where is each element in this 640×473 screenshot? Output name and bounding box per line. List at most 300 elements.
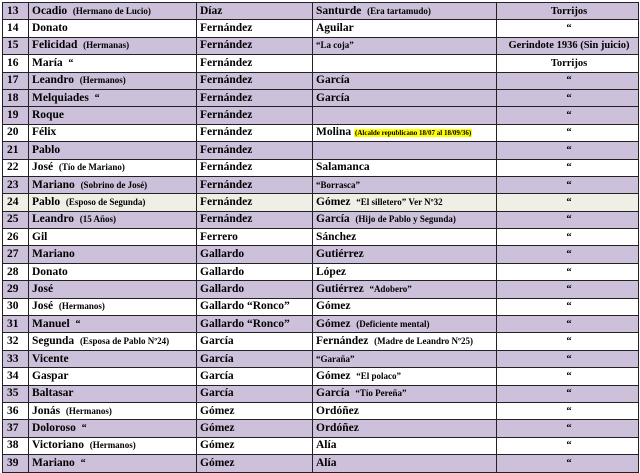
- second-surname: Gómez: [316, 317, 351, 330]
- row-number: 22: [7, 161, 19, 174]
- surname-note: (Madre de Leandro Nº25): [374, 336, 474, 347]
- town: “: [566, 336, 572, 348]
- row-number-cell: [3, 3, 29, 20]
- given-name: Jonás: [32, 404, 61, 417]
- first-surname: Gallardo “Ronco”: [200, 317, 290, 330]
- first-surname-cell: [197, 89, 313, 106]
- second-surname-cell: [313, 124, 497, 141]
- row-number-cell: [3, 368, 29, 385]
- town-cell: [497, 176, 639, 193]
- second-surname-cell: [313, 263, 497, 280]
- row-number-cell: [3, 385, 29, 402]
- row-number-cell: [3, 89, 29, 106]
- row-number: 25: [7, 213, 19, 226]
- first-surname-cell: [197, 159, 313, 176]
- row-number: 23: [7, 178, 19, 191]
- name-cell: [29, 176, 197, 193]
- table-row: [3, 176, 639, 193]
- first-surname-cell: [197, 298, 313, 315]
- row-number-cell: [3, 176, 29, 193]
- name-note: (Esposo de Segunda): [65, 196, 146, 207]
- town-cell: [497, 368, 639, 385]
- first-surname-cell: [197, 246, 313, 263]
- table-row: [3, 55, 639, 72]
- name-cell: [29, 89, 197, 106]
- first-surname-cell: [197, 3, 313, 20]
- town: “: [566, 92, 572, 104]
- first-surname-cell: [197, 124, 313, 141]
- name-cell: [29, 316, 197, 333]
- row-number: 15: [7, 39, 19, 52]
- town: “: [566, 196, 572, 208]
- first-surname: García: [200, 369, 234, 382]
- given-name: Ocadio: [32, 4, 68, 17]
- second-surname: Ordóñez: [316, 422, 359, 435]
- name-cell: [29, 385, 197, 402]
- town-cell: [497, 72, 639, 89]
- table-row: [3, 316, 639, 333]
- town: “: [566, 283, 572, 295]
- second-surname-cell: [313, 316, 497, 333]
- name-note: (Esposa de Pablo Nº24): [79, 336, 170, 347]
- first-surname-cell: [197, 211, 313, 228]
- second-surname-cell: [313, 333, 497, 350]
- town: “: [566, 266, 572, 278]
- name-note: (15 Años): [79, 214, 116, 225]
- first-surname: Fernández: [200, 178, 253, 191]
- surname-note: (Era tartamudo): [367, 5, 431, 16]
- first-surname-cell: [197, 194, 313, 211]
- row-number: 31: [7, 317, 19, 330]
- first-surname-cell: [197, 385, 313, 402]
- town-cell: [497, 281, 639, 298]
- table-row: [3, 37, 639, 54]
- second-surname-cell: [313, 211, 497, 228]
- row-number: 39: [7, 456, 19, 469]
- name-note: “: [80, 457, 86, 469]
- town-cell: [497, 107, 639, 124]
- second-surname-cell: [313, 402, 497, 419]
- row-number: 19: [7, 109, 19, 122]
- town: “: [566, 249, 572, 261]
- highlighted-annotation: (Alcalde republicano 18/07 al 18/09/36): [355, 128, 472, 137]
- row-number-cell: [3, 72, 29, 89]
- name-cell: [29, 437, 197, 454]
- first-surname: Fernández: [200, 74, 253, 87]
- town-cell: [497, 298, 639, 315]
- row-number-cell: [3, 455, 29, 472]
- row-number-cell: [3, 333, 29, 350]
- first-surname: Fernández: [200, 22, 253, 35]
- given-name: Doloroso: [32, 422, 76, 435]
- town-cell: [497, 37, 639, 54]
- table-row: [3, 368, 639, 385]
- given-name: Donato: [32, 265, 68, 278]
- first-surname-cell: [197, 316, 313, 333]
- row-number-cell: [3, 159, 29, 176]
- second-surname: Santurde: [316, 4, 362, 17]
- town-cell: [497, 229, 639, 246]
- table-row: [3, 124, 639, 141]
- name-cell: [29, 333, 197, 350]
- name-note: (Hermanos): [65, 405, 112, 416]
- row-number-cell: [3, 37, 29, 54]
- table-row: [3, 298, 639, 315]
- second-surname-cell: [313, 176, 497, 193]
- name-note: (Hermanos): [79, 75, 126, 86]
- second-surname-cell: [313, 298, 497, 315]
- table-row: [3, 72, 639, 89]
- name-note: (Hermano de Lucio): [72, 5, 151, 16]
- second-surname-cell: [313, 246, 497, 263]
- first-surname-cell: [197, 142, 313, 159]
- second-surname-cell: [313, 194, 497, 211]
- town: “: [566, 318, 572, 330]
- town: “: [566, 231, 572, 243]
- town: “: [566, 75, 572, 87]
- row-number: 37: [7, 422, 19, 435]
- surname-note: “El silletero” Ver Nº32: [356, 196, 443, 207]
- row-number: 14: [7, 22, 19, 35]
- given-name: Gaspar: [32, 369, 69, 382]
- row-number: 29: [7, 282, 19, 295]
- name-note: “: [75, 318, 81, 330]
- name-cell: [29, 72, 197, 89]
- town-cell: [497, 246, 639, 263]
- table-row: [3, 246, 639, 263]
- name-note: “: [81, 423, 87, 435]
- town: Gerindote 1936 (Sin juicio): [508, 40, 630, 52]
- town-cell: [497, 3, 639, 20]
- name-note: (Sobrino de José): [80, 179, 148, 190]
- first-surname-cell: [197, 229, 313, 246]
- name-cell: [29, 37, 197, 54]
- first-surname-cell: [197, 420, 313, 437]
- name-cell: [29, 402, 197, 419]
- row-number-cell: [3, 350, 29, 367]
- town: “: [566, 144, 572, 156]
- name-cell: [29, 263, 197, 280]
- first-surname-cell: [197, 455, 313, 472]
- given-name: Mariano: [32, 178, 75, 191]
- town: “: [566, 388, 572, 400]
- second-surname-cell: [313, 20, 497, 37]
- name-cell: [29, 159, 197, 176]
- name-cell: [29, 246, 197, 263]
- row-number: 32: [7, 335, 19, 348]
- town-cell: [497, 89, 639, 106]
- given-name: Vicente: [32, 352, 69, 365]
- surname-note: “La coja”: [316, 40, 354, 51]
- first-surname: García: [200, 335, 234, 348]
- town-cell: [497, 55, 639, 72]
- first-surname: García: [200, 387, 234, 400]
- table-row: [3, 194, 639, 211]
- first-surname: Fernández: [200, 91, 253, 104]
- row-number-cell: [3, 142, 29, 159]
- first-surname-cell: [197, 20, 313, 37]
- row-number: 13: [7, 4, 19, 17]
- town-cell: [497, 316, 639, 333]
- given-name: Manuel: [32, 317, 70, 330]
- row-number: 33: [7, 352, 19, 365]
- second-surname: Alía: [316, 456, 337, 469]
- row-number: 38: [7, 439, 19, 452]
- first-surname: Fernández: [200, 161, 253, 174]
- first-surname: Gallardo: [200, 265, 245, 278]
- first-surname-cell: [197, 176, 313, 193]
- name-cell: [29, 20, 197, 37]
- first-surname-cell: [197, 350, 313, 367]
- table-row: [3, 333, 639, 350]
- second-surname: Molina: [316, 125, 352, 138]
- row-number: 27: [7, 248, 19, 261]
- row-number-cell: [3, 437, 29, 454]
- table-row: [3, 420, 639, 437]
- row-number: 18: [7, 91, 19, 104]
- table-row: [3, 229, 639, 246]
- row-number: 28: [7, 265, 19, 278]
- row-number-cell: [3, 194, 29, 211]
- first-surname: Fernández: [200, 126, 253, 139]
- second-surname: Aguilar: [316, 22, 354, 35]
- first-surname-cell: [197, 437, 313, 454]
- second-surname: Gómez: [316, 195, 351, 208]
- first-surname-cell: [197, 107, 313, 124]
- row-number-cell: [3, 124, 29, 141]
- row-number-cell: [3, 298, 29, 315]
- table-row: [3, 3, 639, 20]
- row-number: 20: [7, 126, 19, 139]
- second-surname-cell: [313, 281, 497, 298]
- first-surname: Gómez: [200, 422, 235, 435]
- table-row: [3, 263, 639, 280]
- row-number: 17: [7, 74, 19, 87]
- surname-note: “Adobero”: [369, 283, 412, 294]
- given-name: Mariano: [32, 456, 75, 469]
- row-number-cell: [3, 229, 29, 246]
- given-name: Leandro: [32, 213, 74, 226]
- town-cell: [497, 437, 639, 454]
- town: “: [566, 301, 572, 313]
- first-surname: Gómez: [200, 456, 235, 469]
- row-number-cell: [3, 246, 29, 263]
- first-surname: Gallardo “Ronco”: [200, 300, 290, 313]
- town-cell: [497, 124, 639, 141]
- table-row: [3, 385, 639, 402]
- second-surname-cell: [313, 37, 497, 54]
- town-cell: [497, 385, 639, 402]
- second-surname: García: [316, 74, 350, 87]
- second-surname: Gómez: [316, 369, 351, 382]
- first-surname: Fernández: [200, 39, 253, 52]
- given-name: Pablo: [32, 195, 61, 208]
- first-surname-cell: [197, 281, 313, 298]
- first-surname-cell: [197, 368, 313, 385]
- given-name: Baltasar: [32, 387, 74, 400]
- first-surname: Díaz: [200, 4, 223, 17]
- given-name: Gil: [32, 230, 48, 243]
- first-surname: Fernández: [200, 195, 253, 208]
- town-cell: [497, 211, 639, 228]
- name-cell: [29, 368, 197, 385]
- name-cell: [29, 420, 197, 437]
- victims-table: [2, 2, 639, 473]
- table-row: [3, 159, 639, 176]
- second-surname-cell: [313, 385, 497, 402]
- town: “: [566, 353, 572, 365]
- name-note: (Tío de Mariano): [58, 162, 125, 173]
- second-surname-cell: [313, 107, 497, 124]
- name-cell: [29, 298, 197, 315]
- first-surname: Gallardo: [200, 248, 245, 261]
- name-cell: [29, 350, 197, 367]
- town-cell: [497, 142, 639, 159]
- town: “: [566, 162, 572, 174]
- town-cell: [497, 263, 639, 280]
- given-name: María: [32, 56, 63, 69]
- row-number-cell: [3, 402, 29, 419]
- town: “: [566, 214, 572, 226]
- second-surname-cell: [313, 420, 497, 437]
- name-cell: [29, 107, 197, 124]
- name-cell: [29, 281, 197, 298]
- row-number: 26: [7, 230, 19, 243]
- town: “: [566, 179, 572, 191]
- name-cell: [29, 194, 197, 211]
- table-row: [3, 107, 639, 124]
- first-surname-cell: [197, 37, 313, 54]
- surname-note: “Garaña”: [316, 353, 355, 364]
- given-name: Melquiades: [32, 91, 89, 104]
- first-surname: García: [200, 352, 234, 365]
- table-row: [3, 142, 639, 159]
- second-surname-cell: [313, 350, 497, 367]
- row-number: 21: [7, 143, 19, 156]
- second-surname-cell: [313, 142, 497, 159]
- town-cell: [497, 402, 639, 419]
- given-name: Victoriano: [32, 439, 84, 452]
- town-cell: [497, 333, 639, 350]
- second-surname: Fernández: [316, 335, 369, 348]
- name-cell: [29, 55, 197, 72]
- second-surname-cell: [313, 3, 497, 20]
- second-surname: Gutiérrez: [316, 282, 364, 295]
- first-surname-cell: [197, 55, 313, 72]
- first-surname-cell: [197, 333, 313, 350]
- row-number: 24: [7, 195, 19, 208]
- second-surname: Alía: [316, 439, 337, 452]
- row-number-cell: [3, 316, 29, 333]
- town: Torrijos: [550, 5, 588, 17]
- second-surname: García: [316, 91, 350, 104]
- first-surname-cell: [197, 263, 313, 280]
- given-name: Segunda: [32, 335, 75, 348]
- row-number-cell: [3, 281, 29, 298]
- table-row: [3, 89, 639, 106]
- surname-note: (Hijo de Pablo y Segunda): [355, 214, 456, 225]
- row-number: 16: [7, 56, 19, 69]
- second-surname-cell: [313, 72, 497, 89]
- name-note: “: [94, 92, 100, 104]
- town: “: [566, 440, 572, 452]
- given-name: Felicidad: [32, 39, 78, 52]
- town: “: [566, 457, 572, 469]
- name-cell: [29, 229, 197, 246]
- second-surname-cell: [313, 55, 497, 72]
- first-surname: Fernández: [200, 213, 253, 226]
- row-number: 34: [7, 369, 19, 382]
- first-surname: Gómez: [200, 404, 235, 417]
- second-surname: Salamanca: [316, 161, 370, 174]
- first-surname: Fernández: [200, 56, 253, 69]
- second-surname-cell: [313, 159, 497, 176]
- first-surname: Fernández: [200, 143, 253, 156]
- second-surname: García: [316, 387, 350, 400]
- second-surname: López: [316, 265, 347, 278]
- town-cell: [497, 159, 639, 176]
- row-number: 35: [7, 387, 19, 400]
- first-surname: Ferrero: [200, 230, 238, 243]
- row-number-cell: [3, 263, 29, 280]
- name-note: (Hermanas): [83, 40, 130, 51]
- town: “: [566, 423, 572, 435]
- surname-note: “Tío Pereña”: [355, 388, 407, 399]
- first-surname: Fernández: [200, 109, 253, 122]
- town: “: [566, 405, 572, 417]
- first-surname: Gómez: [200, 439, 235, 452]
- row-number-cell: [3, 107, 29, 124]
- row-number-cell: [3, 211, 29, 228]
- table-row: [3, 455, 639, 472]
- name-note: (Hermanos): [89, 440, 136, 451]
- town-cell: [497, 420, 639, 437]
- victims-table-body: [3, 3, 639, 473]
- row-number: 30: [7, 300, 19, 313]
- row-number-cell: [3, 420, 29, 437]
- town: “: [566, 370, 572, 382]
- given-name: Pablo: [32, 143, 61, 156]
- given-name: Mariano: [32, 248, 75, 261]
- name-cell: [29, 142, 197, 159]
- town-cell: [497, 455, 639, 472]
- given-name: José: [32, 161, 54, 174]
- town-cell: [497, 350, 639, 367]
- town: “: [566, 23, 572, 35]
- first-surname: Gallardo: [200, 282, 245, 295]
- first-surname-cell: [197, 402, 313, 419]
- town: “: [566, 110, 572, 122]
- given-name: José: [32, 300, 54, 313]
- second-surname: Sánchez: [316, 230, 357, 243]
- name-cell: [29, 211, 197, 228]
- given-name: Donato: [32, 22, 68, 35]
- table-row: [3, 211, 639, 228]
- row-number: 36: [7, 404, 19, 417]
- town-cell: [497, 194, 639, 211]
- second-surname: García: [316, 213, 350, 226]
- second-surname-cell: [313, 229, 497, 246]
- name-cell: [29, 124, 197, 141]
- row-number-cell: [3, 55, 29, 72]
- town: “: [566, 127, 572, 139]
- town: Torrijos: [550, 57, 588, 69]
- given-name: José: [32, 282, 54, 295]
- surname-note: “El polaco”: [356, 370, 401, 381]
- second-surname-cell: [313, 368, 497, 385]
- table-row: [3, 281, 639, 298]
- second-surname: Gómez: [316, 300, 351, 313]
